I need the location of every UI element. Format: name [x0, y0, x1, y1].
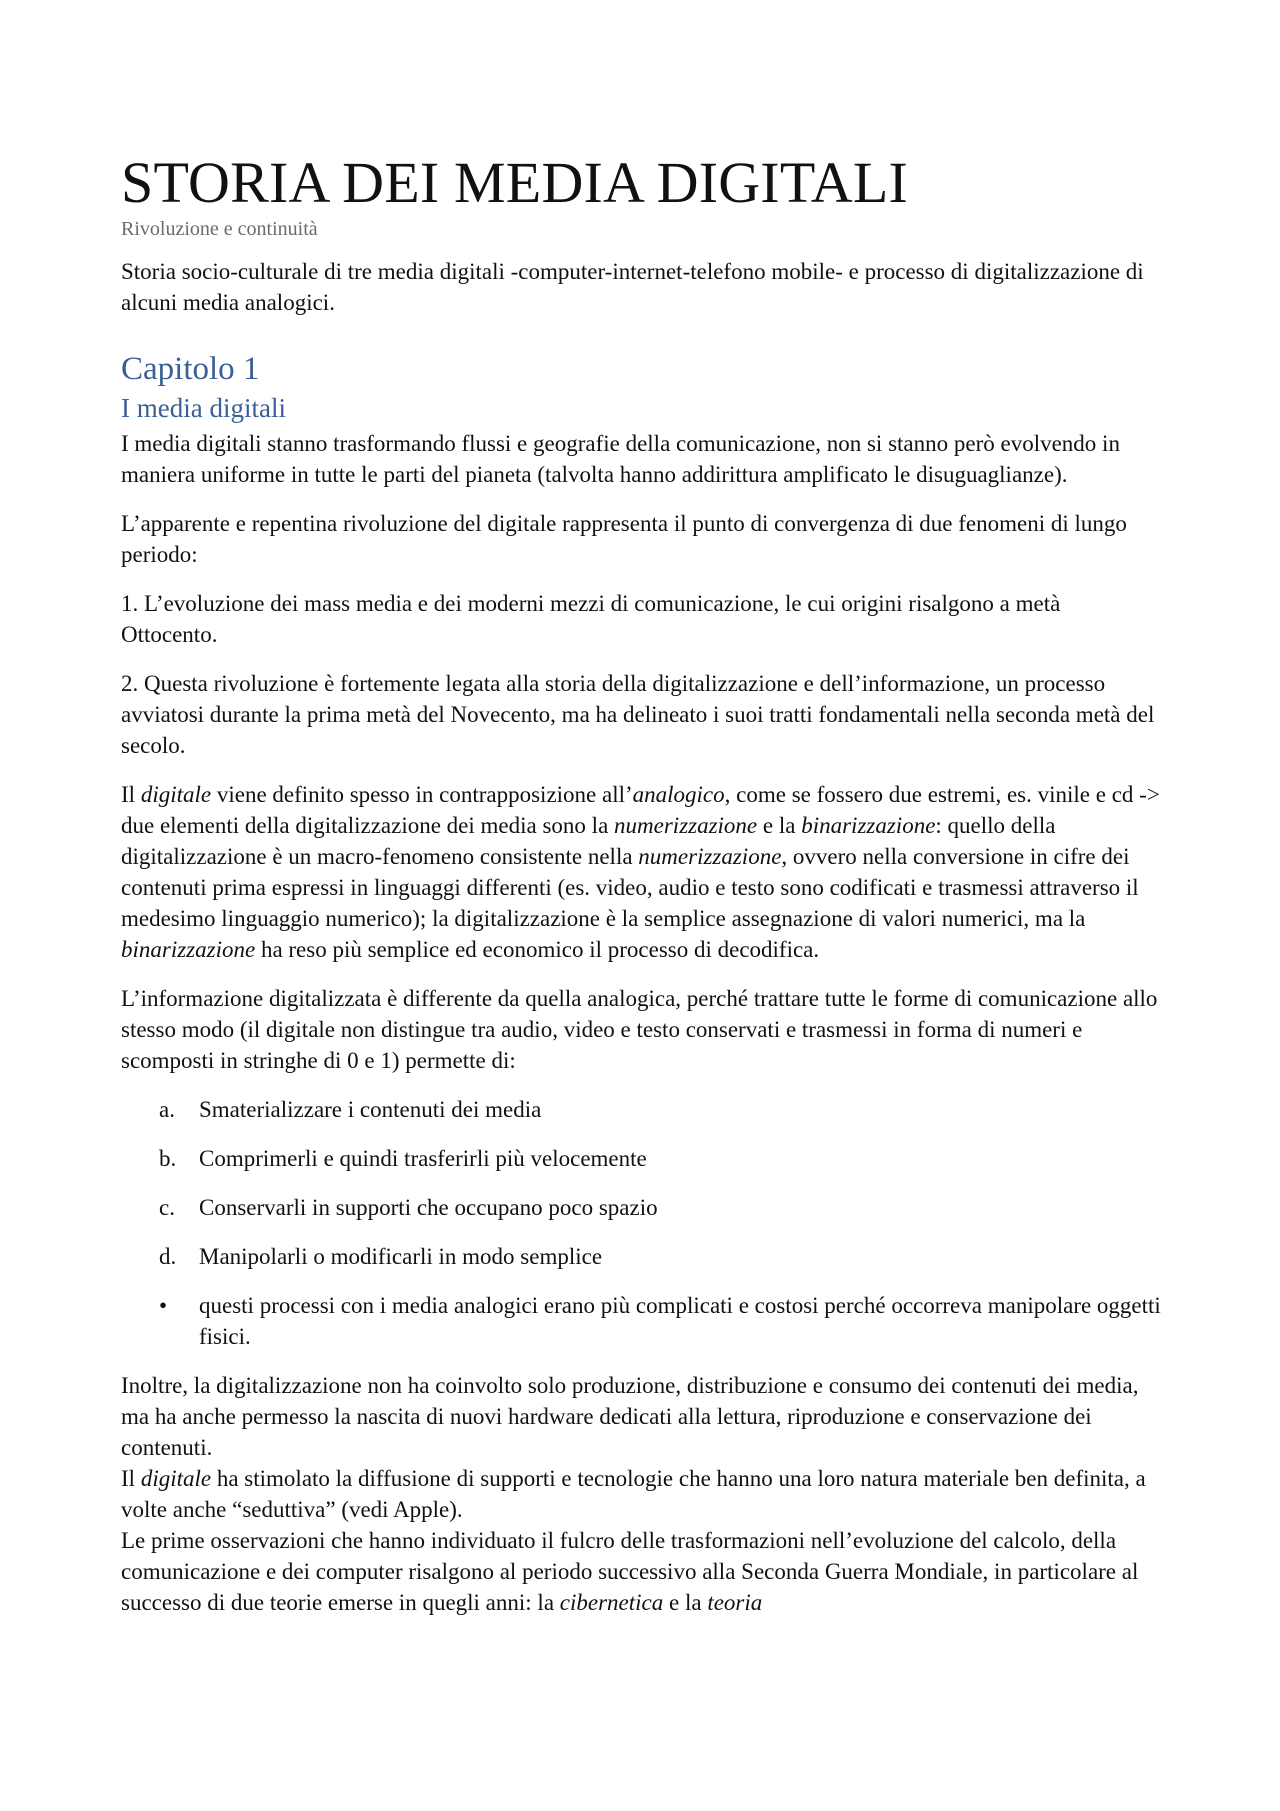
- list-marker: a.: [159, 1097, 175, 1122]
- text-run: , come se fossero due estremi, es. vinile e cd -> due elementi della digitalizzazione dei media sono la: [121, 782, 1160, 838]
- paragraph-7c: [121, 1525, 1161, 1618]
- paragraph-3: 1. L’evoluzione dei mass media e dei moderni mezzi di comunicazione, le cui origini risalgono a metà Ottocento.: [121, 591, 1061, 647]
- text-run: , ovvero nella conversione in cifre dei contenuti prima espressi in linguaggi differenti (es. video, audio e testo sono codificati e trasmessi attraverso il medesimo linguaggio numerico); la digitalizzazione è la semplice assegnazione di valori numerici, ma la: [121, 844, 1139, 931]
- emphasis-run: numerizzazione: [638, 844, 782, 869]
- emphasis-run: binarizzazione: [121, 937, 256, 962]
- text-run: Il: [121, 782, 141, 807]
- text-run: : quello della digitalizzazione è un macro-fenomeno consistente nella: [121, 813, 1056, 869]
- list-item-text: Conservarli in supporti che occupano poco spazio: [199, 1195, 658, 1220]
- emphasis-run: digitale: [140, 1466, 212, 1491]
- document-title: STORIA DEI MEDIA DIGITALI: [121, 150, 909, 215]
- document-body: [121, 150, 1161, 1618]
- emphasis-run: analogico: [632, 782, 725, 807]
- emphasis-run: numerizzazione: [614, 813, 758, 838]
- emphasis-run: digitale: [140, 782, 212, 807]
- list-marker: c.: [159, 1195, 175, 1220]
- bullet-marker: •: [159, 1293, 168, 1318]
- emphasis-run: teoria: [707, 1590, 763, 1615]
- list-item-text: Smaterializzare i contenuti dei media: [199, 1097, 542, 1122]
- paragraph-6: L’informazione digitalizzata è differente da quella analogica, perché trattare tutte le forme di comunicazione allo stesso modo (il digitale non distingue tra audio, video e testo conservati e trasmessi in forma di numeri e scomposti in stringhe di 0 e 1) permette di:: [121, 986, 1158, 1073]
- text-run: ha reso più semplice ed economico il processo di decodifica.: [255, 937, 820, 962]
- text-run: Il: [121, 1466, 141, 1491]
- text-run: e la: [663, 1590, 708, 1615]
- emphasis-run: cibernetica: [559, 1590, 664, 1615]
- capabilities-list: [121, 1094, 1161, 1352]
- paragraph-5: [121, 779, 1161, 965]
- list-item: [121, 1241, 1161, 1272]
- intro-paragraph: Storia socio-culturale di tre media digitali -computer-internet-telefono mobile- e processo di digitalizzazione di alcuni media analogici.: [121, 259, 1144, 315]
- list-item: [121, 1094, 1161, 1125]
- chapter-heading: Capitolo 1: [121, 351, 260, 387]
- paragraph-4: 2. Questa rivoluzione è fortemente legata alla storia della digitalizzazione e dell’informazione, un processo avviatosi durante la prima metà del Novecento, ma ha delineato i suoi tratti fondamentali nella seconda metà del secolo.: [121, 671, 1155, 758]
- list-item-text: Manipolarli o modificarli in modo semplice: [199, 1244, 603, 1269]
- list-marker: b.: [159, 1146, 177, 1171]
- list-marker: d.: [159, 1244, 177, 1269]
- document-subtitle: Rivoluzione e continuità: [121, 218, 318, 240]
- section-heading: I media digitali: [121, 393, 286, 423]
- list-item: [121, 1192, 1161, 1223]
- list-item-text: questi processi con i media analogici erano più complicati e costosi perché occorreva manipolare oggetti fisici.: [199, 1293, 1161, 1349]
- text-run: ha stimolato la diffusione di supporti e tecnologie che hanno una loro natura materiale ben definita, a volte anche “seduttiva” (vedi Apple).: [121, 1466, 1146, 1522]
- text-run: viene definito spesso in contrapposizione all’: [211, 782, 633, 807]
- text-run: Le prime osservazioni che hanno individuato il fulcro delle trasformazioni nell’evoluzione del calcolo, della comunicazione e dei computer risalgono al periodo successivo alla Seconda Guerra Mondiale, in particolare al successo di due teorie emerse in quegli anni: la: [121, 1528, 1139, 1615]
- paragraph-7a: Inoltre, la digitalizzazione non ha coinvolto solo produzione, distribuzione e consumo dei contenuti dei media, ma ha anche permesso la nascita di nuovi hardware dedicati alla lettura, riproduzione e conservazione dei contenuti.: [121, 1373, 1139, 1460]
- paragraph-1: I media digitali stanno trasformando flussi e geografie della comunicazione, non si stanno però evolvendo in maniera uniforme in tutte le parti del pianeta (talvolta hanno addirittura amplificato le disuguaglianze).: [121, 431, 1120, 487]
- list-item-text: Comprimerli e quindi trasferirli più velocemente: [199, 1146, 647, 1171]
- text-run: e la: [757, 813, 802, 838]
- paragraph-2: L’apparente e repentina rivoluzione del digitale rappresenta il punto di convergenza di due fenomeni di lungo periodo:: [121, 511, 1127, 567]
- emphasis-run: binarizzazione: [801, 813, 936, 838]
- paragraph-7b: [121, 1463, 1161, 1525]
- list-item: [121, 1290, 1161, 1352]
- list-item: [121, 1143, 1161, 1174]
